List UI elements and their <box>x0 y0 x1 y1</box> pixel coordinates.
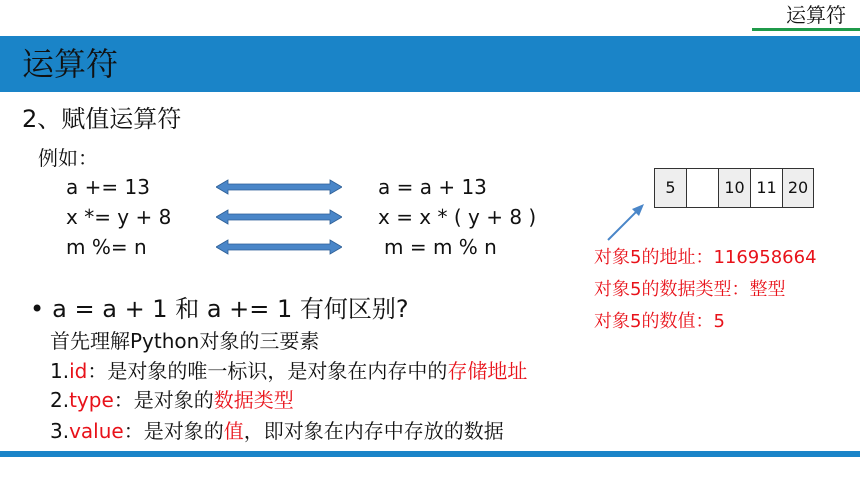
element-id-line <box>50 358 527 384</box>
title-band <box>0 36 860 92</box>
element-text: ：是对象的 <box>123 419 224 443</box>
element-number: 2. <box>50 388 70 412</box>
element-key: value <box>69 419 124 443</box>
element-highlight: 数据类型 <box>213 388 294 412</box>
intro-text: 首先理解Python对象的三要素 <box>50 329 320 353</box>
memory-cell <box>687 169 719 207</box>
memory-cell: 10 <box>719 169 751 207</box>
example-short-form: m %= n <box>66 235 147 259</box>
element-value-line <box>50 418 504 444</box>
memory-cells <box>654 168 814 208</box>
example-short-form: x *= y + 8 <box>66 205 172 229</box>
memory-cell: 5 <box>655 169 687 207</box>
element-highlight: 值 <box>223 419 244 443</box>
example-full-form: m = m % n <box>384 235 497 259</box>
element-key: type <box>69 388 114 412</box>
element-number: 1. <box>50 359 70 383</box>
bullet-question <box>30 294 409 324</box>
memory-cell: 20 <box>783 169 813 207</box>
bullet-dot-icon: • <box>30 295 45 323</box>
bottom-rule <box>0 451 860 457</box>
example-label: 例如： <box>38 146 98 170</box>
double-arrow-icon <box>216 239 342 255</box>
slide-title: 运算符 <box>22 45 119 83</box>
example-full-form: x = x * ( y + 8 ) <box>378 205 537 229</box>
element-type-line <box>50 387 294 413</box>
example-full-form: a = a + 13 <box>378 175 487 199</box>
section-heading: 2、赋值运算符 <box>22 105 182 133</box>
element-tail: ，即对象在内存中存放的数据 <box>243 419 504 443</box>
element-text: ：是对象的唯一标识，是对象在内存中的 <box>87 359 448 383</box>
element-highlight: 存储地址 <box>447 359 528 383</box>
element-key: id <box>69 359 88 383</box>
memory-cell: 11 <box>751 169 783 207</box>
example-short-form: a += 13 <box>66 175 150 199</box>
note-type: 对象5的数据类型：整型 <box>594 279 786 300</box>
element-number: 3. <box>50 419 70 443</box>
pointer-arrow-icon <box>604 200 648 244</box>
element-text: ：是对象的 <box>113 388 214 412</box>
note-value: 对象5的数值：5 <box>594 311 725 332</box>
question-text: a = a + 1 和 a += 1 有何区别? <box>52 295 409 323</box>
section-tab: 运算符 <box>786 3 846 27</box>
double-arrow-icon <box>216 179 342 195</box>
section-tab-underline <box>752 28 860 31</box>
double-arrow-icon <box>216 209 342 225</box>
note-address: 对象5的地址：116958664 <box>594 247 817 268</box>
